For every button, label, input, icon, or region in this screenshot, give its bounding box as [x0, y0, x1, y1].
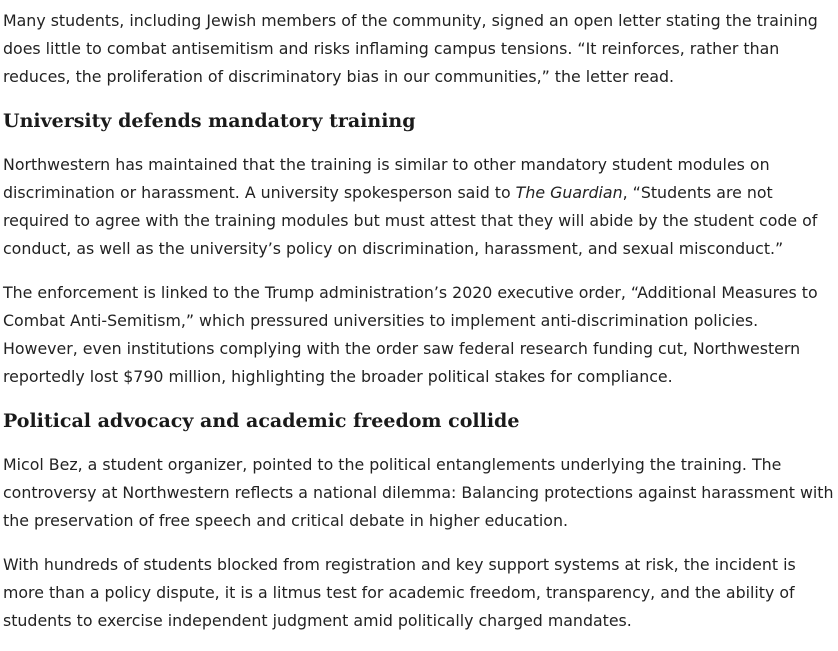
paragraph-student-organizer: Micol Bez, a student organizer, pointed to the political entanglements underlying the training. The controversy at Northwestern reflects a national dilemma: Balancing protections against harassment with the preservation of free speech and critical debate in higher education.: [3, 455, 834, 530]
paragraph-university-statement: [3, 151, 835, 263]
paragraph-open-letter: Many students, including Jewish members of the community, signed an open letter stating the training does little to combat antisemitism and risks inflaming campus tensions. “It reinforces, rather than reduces, the proliferation of discriminatory bias in our communities,” the letter read.: [3, 11, 818, 86]
paragraph-text-before: Northwestern has maintained that the training is similar to other mandatory student modules on discrimination or harassment. A university spokesperson said to: [3, 155, 770, 202]
paragraph-text-after: , “Students are not required to agree with the training modules but must attest that they will abide by the student code of conduct, as well as the university’s policy on discrimination, harassment, and sexual misconduct.”: [3, 183, 818, 258]
section-heading-political-advocacy: Political advocacy and academic freedom collide: [3, 410, 520, 432]
paragraph-executive-order: The enforcement is linked to the Trump administration’s 2020 executive order, “Additional Measures to Combat Anti-Semitism,” which pressured universities to implement anti-discrimination policies. However, even institutions complying with the order saw federal research funding cut, Northwestern reportedly lost $790 million, highlighting the broader political stakes for compliance.: [3, 283, 818, 386]
section-heading-university-defends: University defends mandatory training: [3, 110, 416, 132]
publication-name: The Guardian: [515, 183, 623, 202]
paragraph-litmus-test: With hundreds of students blocked from registration and key support systems at risk, the incident is more than a policy dispute, it is a litmus test for academic freedom, transparency, and the ability of students to exercise independent judgment amid politically charged mandates.: [3, 555, 796, 630]
article-body: [3, 7, 835, 651]
